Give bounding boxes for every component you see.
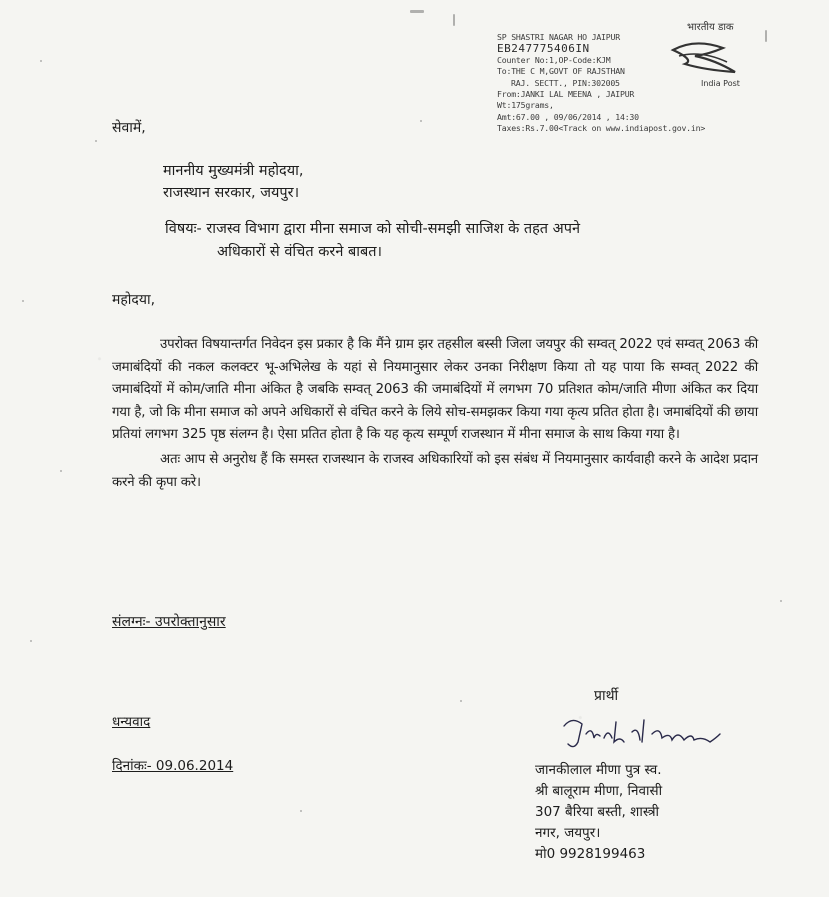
scan-speck <box>40 60 42 62</box>
sender-address <box>535 760 662 865</box>
postal-receipt-stamp <box>497 32 762 135</box>
thanks-note: धन्यवाद <box>112 714 151 730</box>
svg-text:भारतीय डाक: भारतीय डाक <box>687 22 734 33</box>
body-paragraph-1: उपरोक्त विषयान्तर्गत निवेदन इस प्रकार है कि मैंने ग्राम झर तहसील बस्सी जिला जयपुर की सम्वत् 2022 एवं सम्वत् 2063 की जमाबंदियों की नकल कलक्टर भू-अभिलेख के यहां से नियमानुसार लेकर उनका निरीक्षण किया तो यह पाया कि सम्वत् 2022 की जमाबंदियों में कोम/जाति मीना अंकित है जबकि सम्वत् 2063 की जमाबंदियों में लगभग 70 प्रतिशत कोम/जाति मीणा अंकित कर दिया गया है, जो कि मीना समाज को अपने अधिकारों से वंचित करने के लिये सोच-समझकर किया गया कृत्य प्रतित होता है। जमाबंदियों की छाया प्रतियां लगभग 325 पृष्ठ संलग्न है। ऐसा प्रतित होता है कि यह कृत्य सम्पूर्ण राजस्थान में मीना समाज के साथ किया गया है। <box>112 337 758 443</box>
stamp-line-office: SP SHASTRI NAGAR HO JAIPUR <box>497 32 620 42</box>
recipient-line-1: माननीय मुख्यमंत्री महोदया, <box>163 163 304 179</box>
scan-speck <box>453 14 455 26</box>
svg-text:India Post: India Post <box>701 79 740 88</box>
scan-speck <box>765 30 767 42</box>
greeting: महोदया, <box>112 292 156 308</box>
stamp-line-amount: Amt:67.00 , 09/06/2014 , 14:30 <box>497 111 639 122</box>
scan-speck <box>95 140 97 142</box>
sender-line-4: नगर, जयपुर। <box>535 825 601 841</box>
letter-date: दिनांकः- 09.06.2014 <box>112 758 234 774</box>
subject-line-1: विषयः- राजस्व विभाग द्वारा मीना समाज को सोची-समझी साजिश के तहत अपने <box>165 221 581 237</box>
subject <box>165 218 755 264</box>
scan-speck <box>460 700 462 702</box>
recipient-line-2: राजस्थान सरकार, जयपुर। <box>163 185 300 201</box>
scan-speck <box>420 120 422 122</box>
stamp-line-taxes: Taxes:Rs.7.00<Track on www.indiapost.gov.in> <box>497 123 706 134</box>
salutation: सेवामें, <box>112 120 146 136</box>
subject-line-2: अधिकारों से वंचित करने बाबत। <box>217 244 383 260</box>
stamp-line-counter: Counter No:1,OP-Code:KJM <box>497 54 611 65</box>
stamp-line-to: To:THE C M,GOVT OF RAJSTHAN <box>497 66 625 77</box>
sender-line-3: 307 बैरिया बस्ती, शास्त्री <box>535 804 660 820</box>
scan-speck <box>30 640 32 642</box>
sender-phone: मो0 9928199463 <box>535 846 646 862</box>
scan-speck <box>410 10 424 13</box>
enclosure-note: संलग्नः- उपरोक्तानुसार <box>112 614 226 630</box>
body-paragraph-2: अतः आप से अनुरोध हैं कि समस्त राजस्थान के राजस्व अधिकारियों को इस संबंध में नियमानुसार कार्यवाही करने के आदेश प्रदान करने की कृपा करे। <box>112 451 758 490</box>
scan-speck <box>780 600 782 602</box>
stamp-line-from: From:JANKI LAL MEENA , JAIPUR <box>497 89 635 100</box>
handwritten-signature <box>560 712 730 757</box>
letter-body <box>112 334 758 494</box>
sender-line-2: श्री बालूराम मीणा, निवासी <box>535 783 663 799</box>
stamp-line-tracking: EB247775406IN <box>497 42 590 56</box>
scan-speck <box>60 470 62 472</box>
scan-speck <box>300 810 302 812</box>
stamp-line-weight: Wt:175grams, <box>497 100 554 111</box>
sender-line-1: जानकीलाल मीणा पुत्र स्व. <box>535 762 662 778</box>
applicant-label: प्रार्थी <box>594 688 619 704</box>
stamp-line-to-address: RAJ. SECTT., PIN:302005 <box>511 77 620 88</box>
scan-speck <box>22 300 24 302</box>
